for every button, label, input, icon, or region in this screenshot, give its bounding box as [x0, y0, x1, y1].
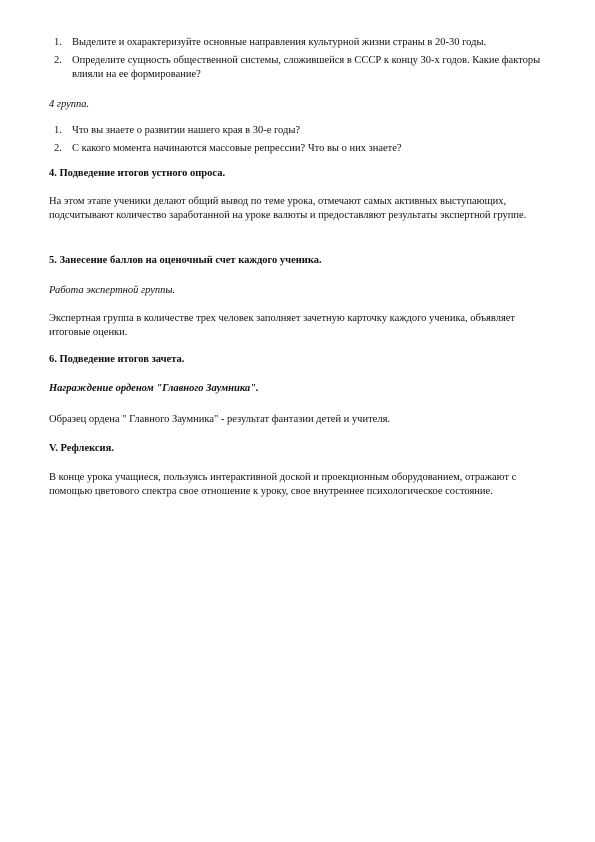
- list-item-text: Что вы знаете о развитии нашего края в 30-е годы?: [72, 125, 301, 136]
- reflection-text: В конце урока учащиеся, пользуясь интерактивной доской и проекционным оборудованием, отражают с помощью цветового спектра свое отношение к уроку, свое внутреннее психологическое состояние.: [49, 472, 517, 497]
- reflection-heading: V. Рефлексия.: [49, 443, 114, 454]
- list-item-text: Выделите и охарактеризуйте основные направления культурной жизни страны в 20-30 годы.: [72, 37, 487, 48]
- award-heading: Награждение орденом "Главного Заумника".: [49, 383, 259, 394]
- list-item-number: 1.: [54, 37, 62, 48]
- list-item-text: С какого момента начинаются массовые репрессии? Что вы о них знаете?: [72, 143, 402, 154]
- list-item: [49, 142, 549, 156]
- list-item-number: 1.: [54, 125, 62, 136]
- expert-group-text: Экспертная группа в количестве трех человек заполняет зачетную карточку каждого ученика, объявляет итоговые оценки.: [49, 313, 516, 338]
- list-item: [49, 124, 549, 138]
- question-list-top: [49, 36, 549, 86]
- section-4-text: На этом этапе ученики делают общий вывод по теме урока, отмечают самых активных выступающих, подсчитывают количество заработанной на уроке валюты и предоставляют результаты экспертной группе.: [49, 196, 527, 221]
- section-4-heading: 4. Подведение итогов устного опроса.: [49, 168, 226, 179]
- section-5-heading: 5. Занесение баллов на оценочный счет каждого ученика.: [49, 255, 322, 266]
- group-4-title: 4 группа.: [49, 99, 90, 110]
- award-text: Образец ордена " Главного Заумника" - результат фантазии детей и учителя.: [49, 414, 391, 425]
- list-item-text: Определите сущность общественной системы, сложившейся в СССР к концу 30-х годов. Какие факторы влияли на ее формирование?: [72, 55, 541, 80]
- list-item-number: 2.: [54, 55, 62, 66]
- list-item-number: 2.: [54, 143, 62, 154]
- list-item: [49, 54, 549, 82]
- question-list-group-4: [49, 124, 549, 160]
- section-6-heading: 6. Подведение итогов зачета.: [49, 354, 185, 365]
- list-item: [49, 36, 549, 50]
- expert-group-title: Работа экспертной группы.: [49, 285, 176, 296]
